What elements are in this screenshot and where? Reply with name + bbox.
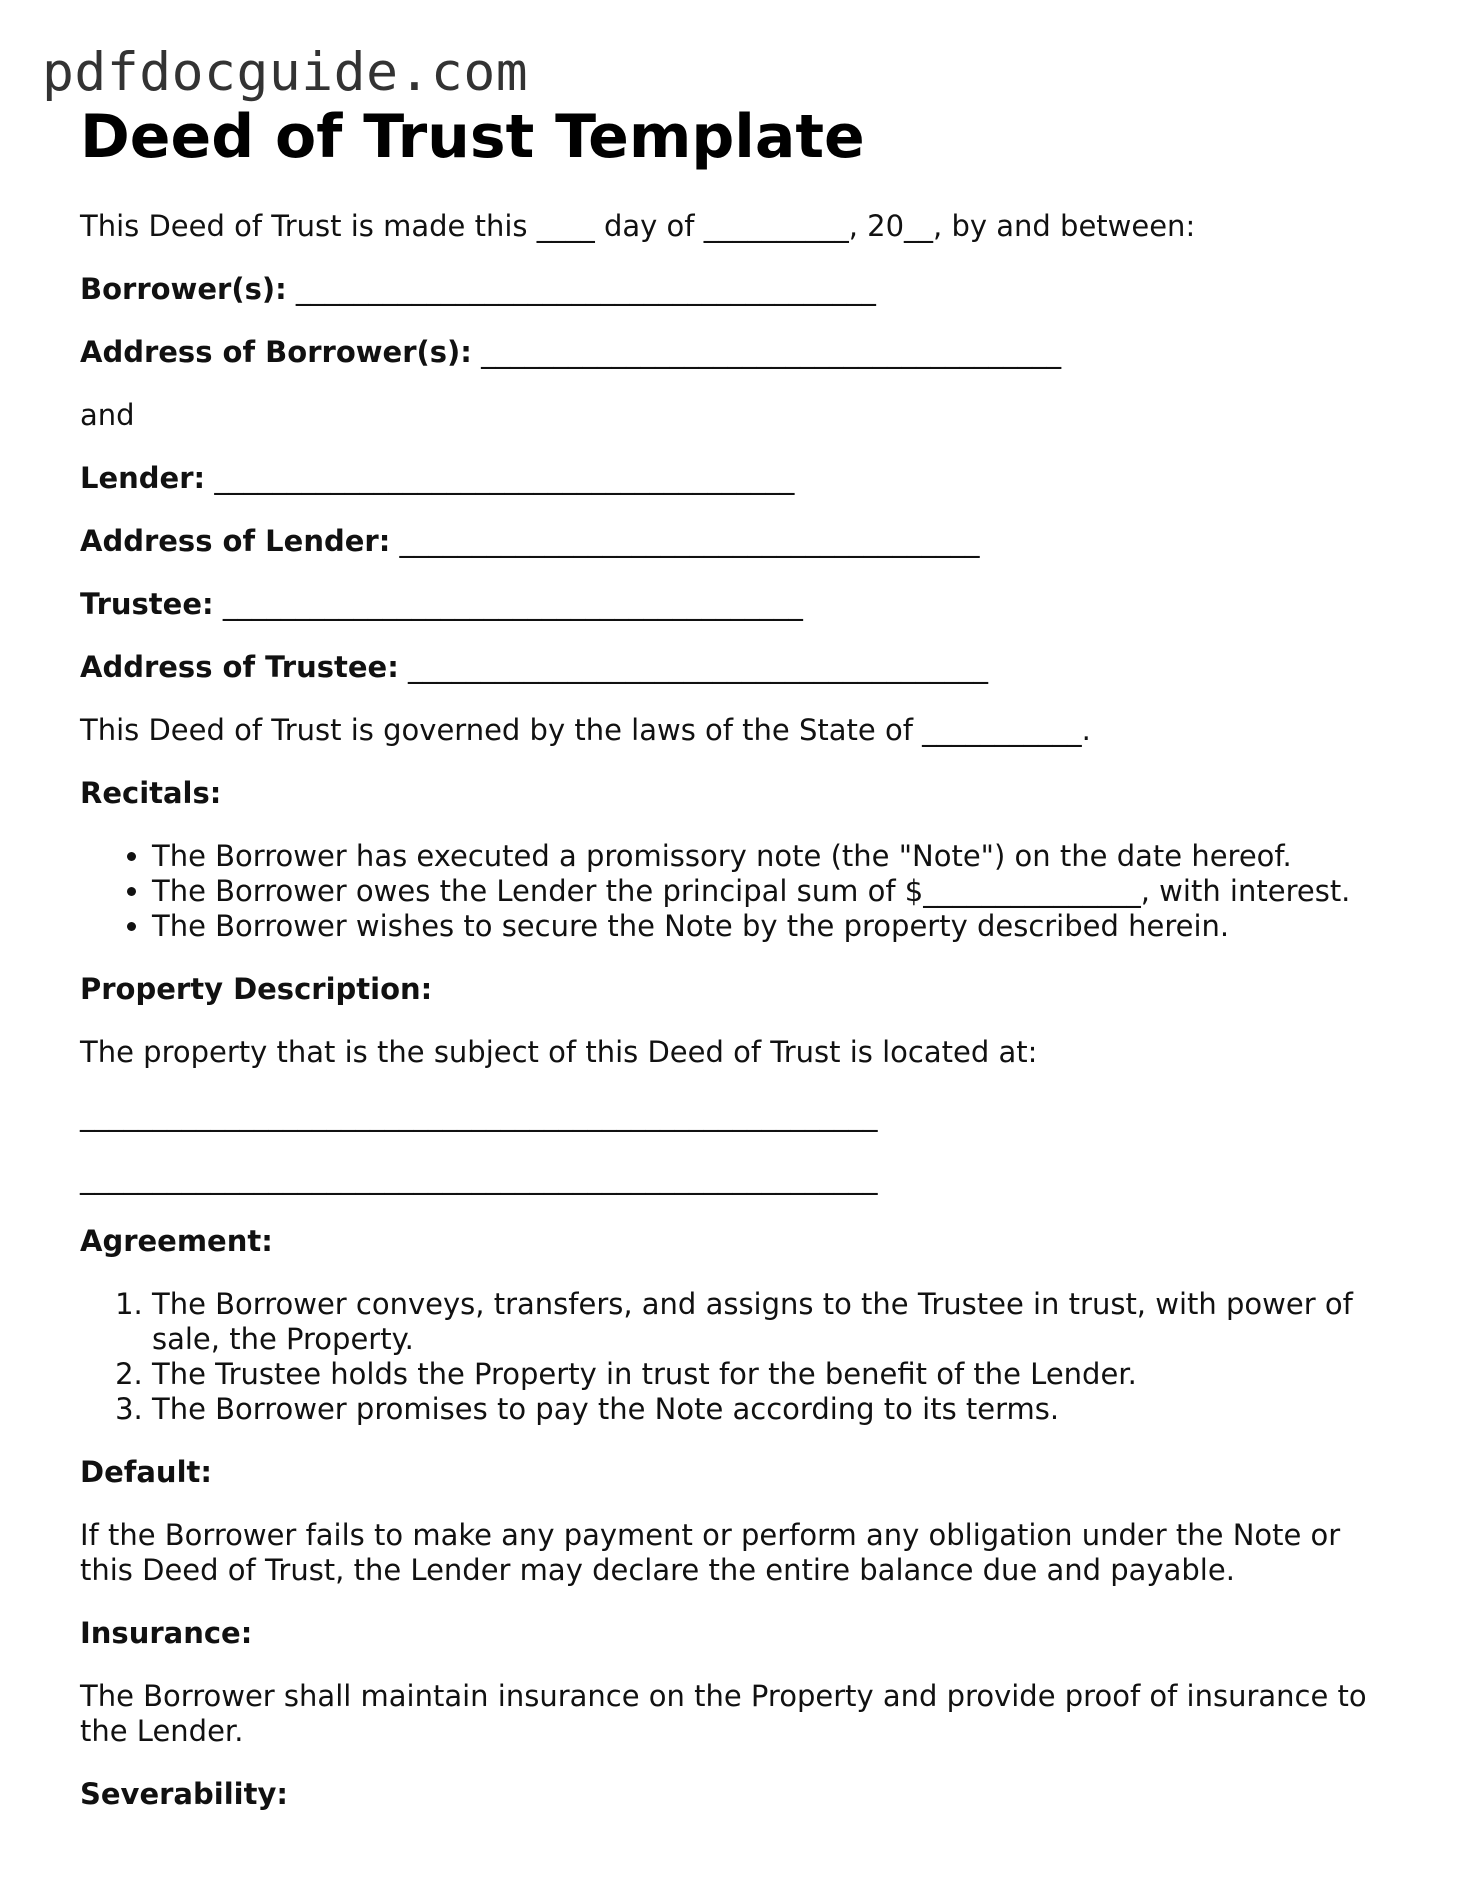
property-heading: Property Description: [80,972,433,1006]
trustee-label: Trustee: [80,587,214,621]
borrower-address-blank: ________________________________________ [481,335,1062,369]
lender-field [80,461,1400,496]
lender-address-field [80,524,1400,559]
severability-heading: Severability: [80,1777,288,1811]
default-heading: Default: [80,1455,212,1489]
borrower-field [80,272,1400,307]
list-item: • The Borrower wishes to secure the Note by the property described herein. [152,909,1400,944]
insurance-heading: Insurance: [80,1616,253,1650]
lender-address-blank: ________________________________________ [399,524,980,558]
lender-address-label: Address of Lender: [80,524,391,558]
list-item: 3. The Borrower promises to pay the Note according to its terms. [152,1392,1400,1427]
list-item: • The Borrower has executed a promissory note (the "Note") on the date hereof. [152,839,1400,874]
trustee-field [80,587,1400,622]
trustee-blank: ________________________________________ [222,587,803,621]
governing-law-paragraph: This Deed of Trust is governed by the laws of the State of ___________. [80,713,1091,747]
list-item: 1. The Borrower conveys, transfers, and assigns to the Trustee in trust, with power of sale, the Property. [152,1287,1400,1357]
recitals-list [80,839,1400,944]
recitals-heading: Recitals: [80,776,222,810]
property-blank-line: _______________________________________________________ [80,1161,878,1195]
list-item: • The Borrower owes the Lender the principal sum of $_______________, with interest. [152,874,1400,909]
agreement-heading: Agreement: [80,1224,273,1258]
trustee-address-field [80,650,1400,685]
and-text: and [80,398,135,432]
borrower-address-label: Address of Borrower(s): [80,335,472,369]
borrower-address-field [80,335,1400,370]
lender-blank: ________________________________________ [214,461,795,495]
insurance-text: The Borrower shall maintain insurance on the Property and provide proof of insurance to the Lender. [80,1679,1367,1748]
document-body [80,209,1400,1840]
borrower-label: Borrower(s): [80,272,287,306]
document-title: Deed of Trust Template [80,102,865,172]
property-blank-line: _______________________________________________________ [80,1098,878,1132]
trustee-address-blank: ________________________________________ [408,650,989,684]
intro-paragraph: This Deed of Trust is made this ____ day of __________, 20__, by and between: [80,209,1196,243]
agreement-list [80,1287,1400,1427]
borrower-blank: ________________________________________ [295,272,876,306]
list-item: 2. The Trustee holds the Property in trust for the benefit of the Lender. [152,1357,1400,1392]
default-text: If the Borrower fails to make any payment or perform any obligation under the Note or this Deed of Trust, the Lender may declare the entire balance due and payable. [80,1518,1341,1587]
property-text: The property that is the subject of this Deed of Trust is located at: [80,1035,1038,1069]
site-watermark: pdfdocguide.com [42,42,529,103]
lender-label: Lender: [80,461,206,495]
trustee-address-label: Address of Trustee: [80,650,399,684]
